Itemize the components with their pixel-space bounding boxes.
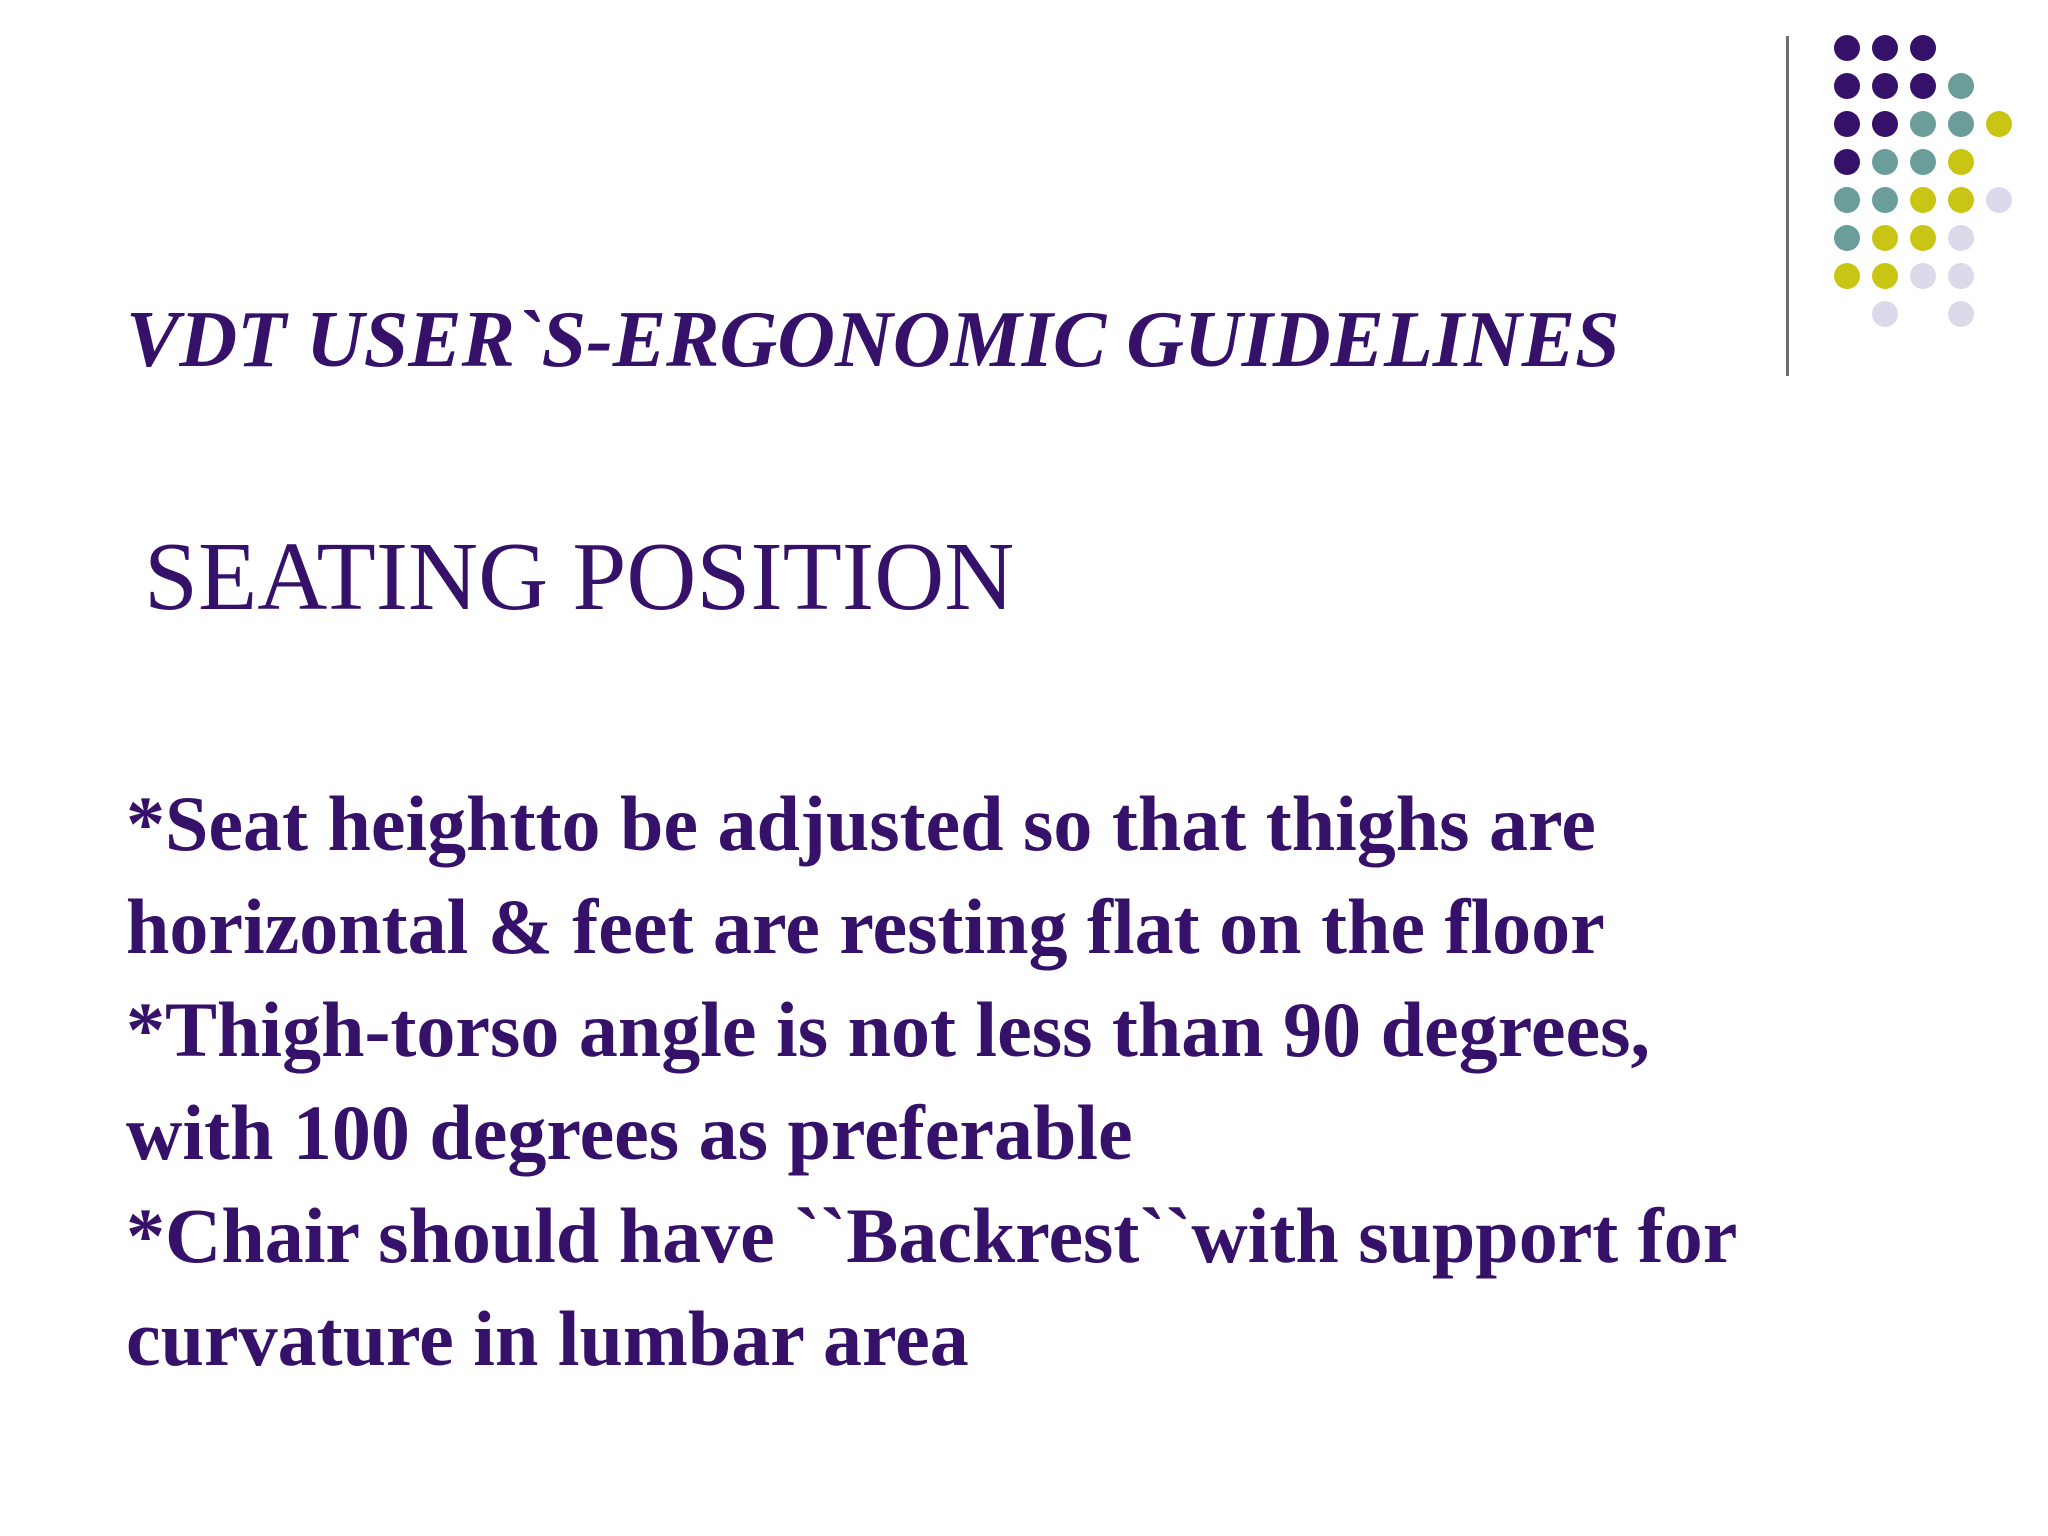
- decorative-dot-teal: [1872, 149, 1898, 175]
- decorative-dot-lavender: [1986, 187, 2012, 213]
- decorative-dot-teal: [1872, 187, 1898, 213]
- decorative-dot-lavender: [1948, 263, 1974, 289]
- decorative-dot-purple: [1834, 73, 1860, 99]
- body-line: horizontal & feet are resting flat on the floor: [126, 883, 1605, 970]
- decorative-dot-purple: [1872, 73, 1898, 99]
- decorative-dot-lime: [1948, 187, 1974, 213]
- decorative-dot-lime: [1834, 263, 1860, 289]
- decorative-dot-lime: [1986, 111, 2012, 137]
- body-line: curvature in lumbar area: [126, 1295, 969, 1382]
- decorative-dot-teal: [1948, 73, 1974, 99]
- decorative-dot-lime: [1948, 149, 1974, 175]
- decorative-dot-lavender: [1872, 301, 1898, 327]
- decorative-dot-teal: [1910, 149, 1936, 175]
- body-line: *Thigh-torso angle is not less than 90 degrees,: [126, 986, 1650, 1073]
- decorative-dot-purple: [1834, 149, 1860, 175]
- decorative-dot-purple: [1872, 35, 1898, 61]
- decorative-dot-lavender: [1948, 301, 1974, 327]
- decorative-dot-lime: [1872, 263, 1898, 289]
- decorative-dot-purple: [1910, 73, 1936, 99]
- decorative-dot-teal: [1834, 187, 1860, 213]
- body-text: [126, 772, 2006, 1390]
- decorative-dot-purple: [1872, 111, 1898, 137]
- section-heading: SEATING POSITION: [144, 523, 1015, 630]
- decorative-dot-lavender: [1948, 225, 1974, 251]
- decorative-dot-purple: [1834, 35, 1860, 61]
- decorative-dot-teal: [1834, 225, 1860, 251]
- decorative-dot-purple: [1834, 111, 1860, 137]
- body-line: *Chair should have ``Backrest``with support for: [126, 1192, 1738, 1279]
- slide-title: VDT USER`S-ERGONOMIC GUIDELINES: [126, 296, 1620, 384]
- decorative-dot-teal: [1910, 111, 1936, 137]
- decorative-dot-lime: [1910, 187, 1936, 213]
- decorative-dot-lavender: [1910, 263, 1936, 289]
- decorative-dot-lime: [1910, 225, 1936, 251]
- decorative-dot-purple: [1910, 35, 1936, 61]
- vertical-divider: [1786, 36, 1789, 376]
- decorative-dot-lime: [1872, 225, 1898, 251]
- body-line: with 100 degrees as preferable: [126, 1089, 1133, 1176]
- body-line: *Seat heightto be adjusted so that thighs are: [126, 780, 1596, 867]
- decorative-dot-teal: [1948, 111, 1974, 137]
